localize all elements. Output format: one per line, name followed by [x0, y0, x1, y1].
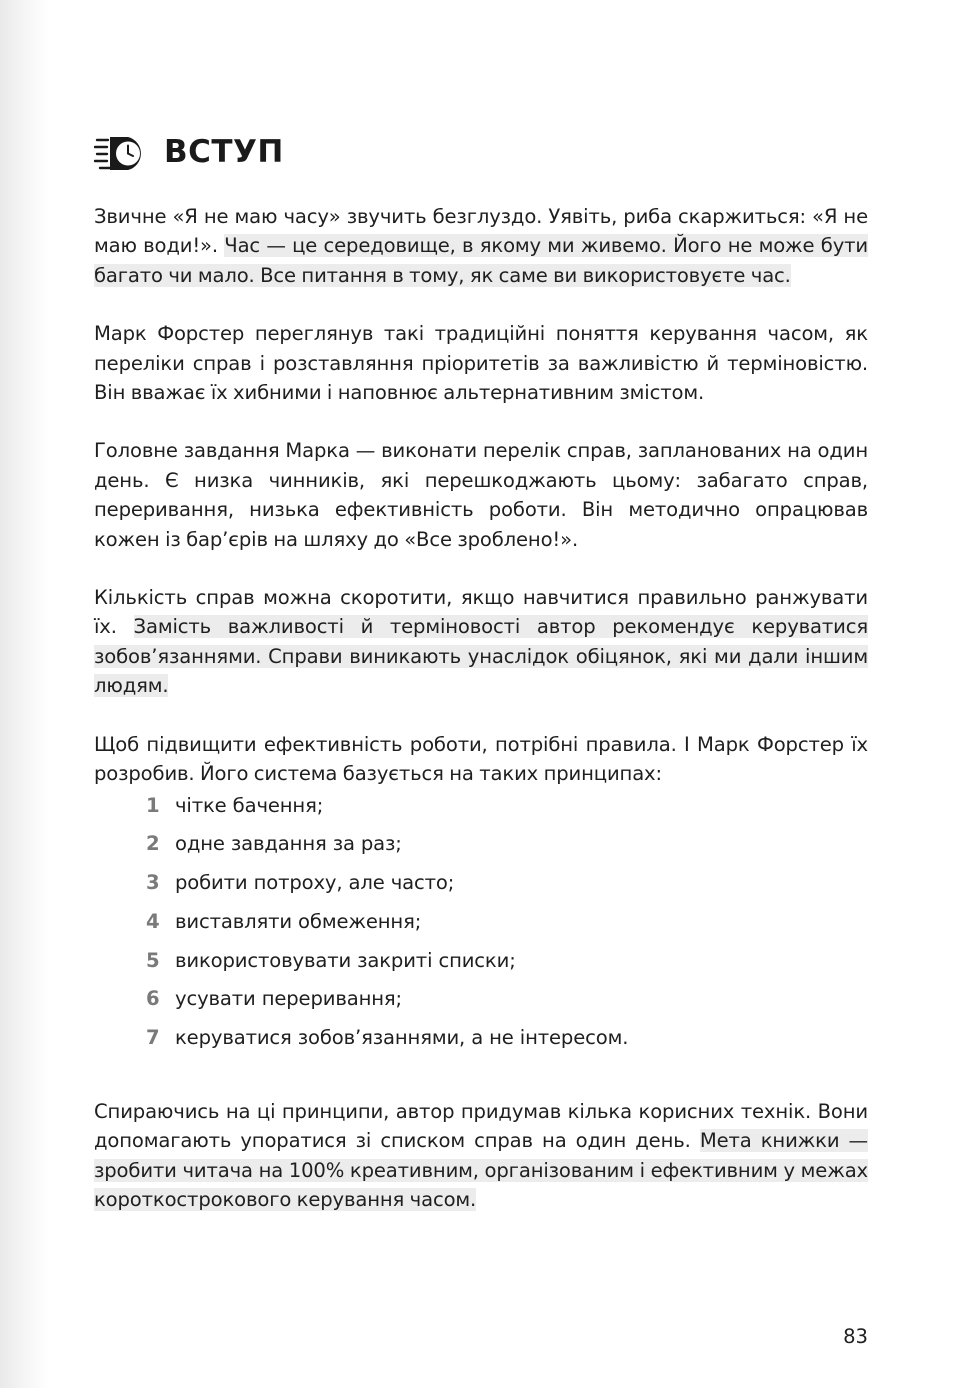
section-title: ВСТУП	[164, 134, 284, 170]
paragraph-text: Спираючись на ці принципи, автор придумав кілька корисних технік. Вони допомагають упоратися зі списком справ на один день.	[94, 1100, 868, 1153]
list-number: 2	[146, 832, 160, 856]
book-page	[94, 128, 868, 1244]
list-text: виставляти обмеження;	[175, 909, 422, 933]
list-number: 1	[146, 793, 160, 817]
list-number: 5	[146, 948, 160, 972]
paragraph-text: Кількість справ можна скоротити, якщо навчитися правильно ранжувати їх.	[94, 586, 868, 639]
highlighted-text: Мета книжки — зробити читача на 100% креативним, організованим і ефективним у межах короткострокового керування часом.	[94, 1129, 869, 1212]
list-text: одне завдання за раз;	[175, 832, 402, 856]
list-item	[146, 1026, 868, 1065]
paragraph-closing	[94, 1097, 868, 1215]
list-number: 4	[146, 909, 160, 933]
list-item	[146, 794, 868, 833]
paragraph-main-task	[94, 436, 868, 554]
list-text: робити потроху, але часто;	[175, 871, 455, 895]
paragraph-text: Щоб підвищити ефективність роботи, потрібні правила. І Марк Форстер їх розробив. Його система базується на таких принципах:	[94, 732, 868, 786]
paragraph-text: Головне завдання Марка — виконати перелік справ, запланованих на один день. Є низка чинників, які перешкоджають цьому: забагато справ, переривання, низька ефективність роботи. Він методично опрацював кожен із бар’єрів на шляху до «Все зроблено!».	[94, 439, 868, 551]
list-item	[146, 910, 868, 949]
page-number: 83	[843, 1325, 868, 1348]
clock-speed-icon	[94, 132, 148, 172]
paragraph-text: Марк Форстер переглянув такі традиційні поняття керування часом, як переліки справ і розставляння пріоритетів за важливістю й терміновістю. Він вважає їх хибними і наповнює альтернативним змістом.	[94, 322, 868, 405]
list-number: 7	[146, 1026, 160, 1050]
paragraph-ranking	[94, 583, 868, 701]
list-item	[146, 987, 868, 1026]
paragraph-intro	[94, 202, 868, 290]
list-item	[146, 832, 868, 871]
list-number: 3	[146, 871, 160, 895]
highlighted-text: Замість важливості й терміновості автор рекомендує керуватися зобов’язаннями. Справи виникають унаслідок обіцянок, які ми дали іншим людям.	[94, 615, 869, 698]
paragraph-text: Звичне «Я не маю часу» звучить безглуздо. Уявіть, риба скаржиться: «Я не маю води!».	[94, 205, 868, 258]
principles-list	[94, 794, 868, 1066]
paragraph-forster	[94, 319, 868, 407]
list-text: чітке бачення;	[175, 793, 324, 817]
section-heading	[94, 128, 868, 176]
list-text: усувати переривання;	[175, 987, 402, 1011]
list-item	[146, 949, 868, 988]
list-text: керуватися зобов’язаннями, а не інтересом.	[175, 1026, 629, 1050]
list-item	[146, 871, 868, 910]
page-edge-shadow	[0, 0, 48, 1388]
list-text: використовувати закриті списки;	[175, 948, 516, 972]
highlighted-text: Час — це середовище, в якому ми живемо. Його не може бути багато чи мало. Все питання в тому, як саме ви використовуєте час.	[94, 234, 868, 287]
paragraph-rules	[94, 730, 868, 789]
list-number: 6	[146, 987, 160, 1011]
